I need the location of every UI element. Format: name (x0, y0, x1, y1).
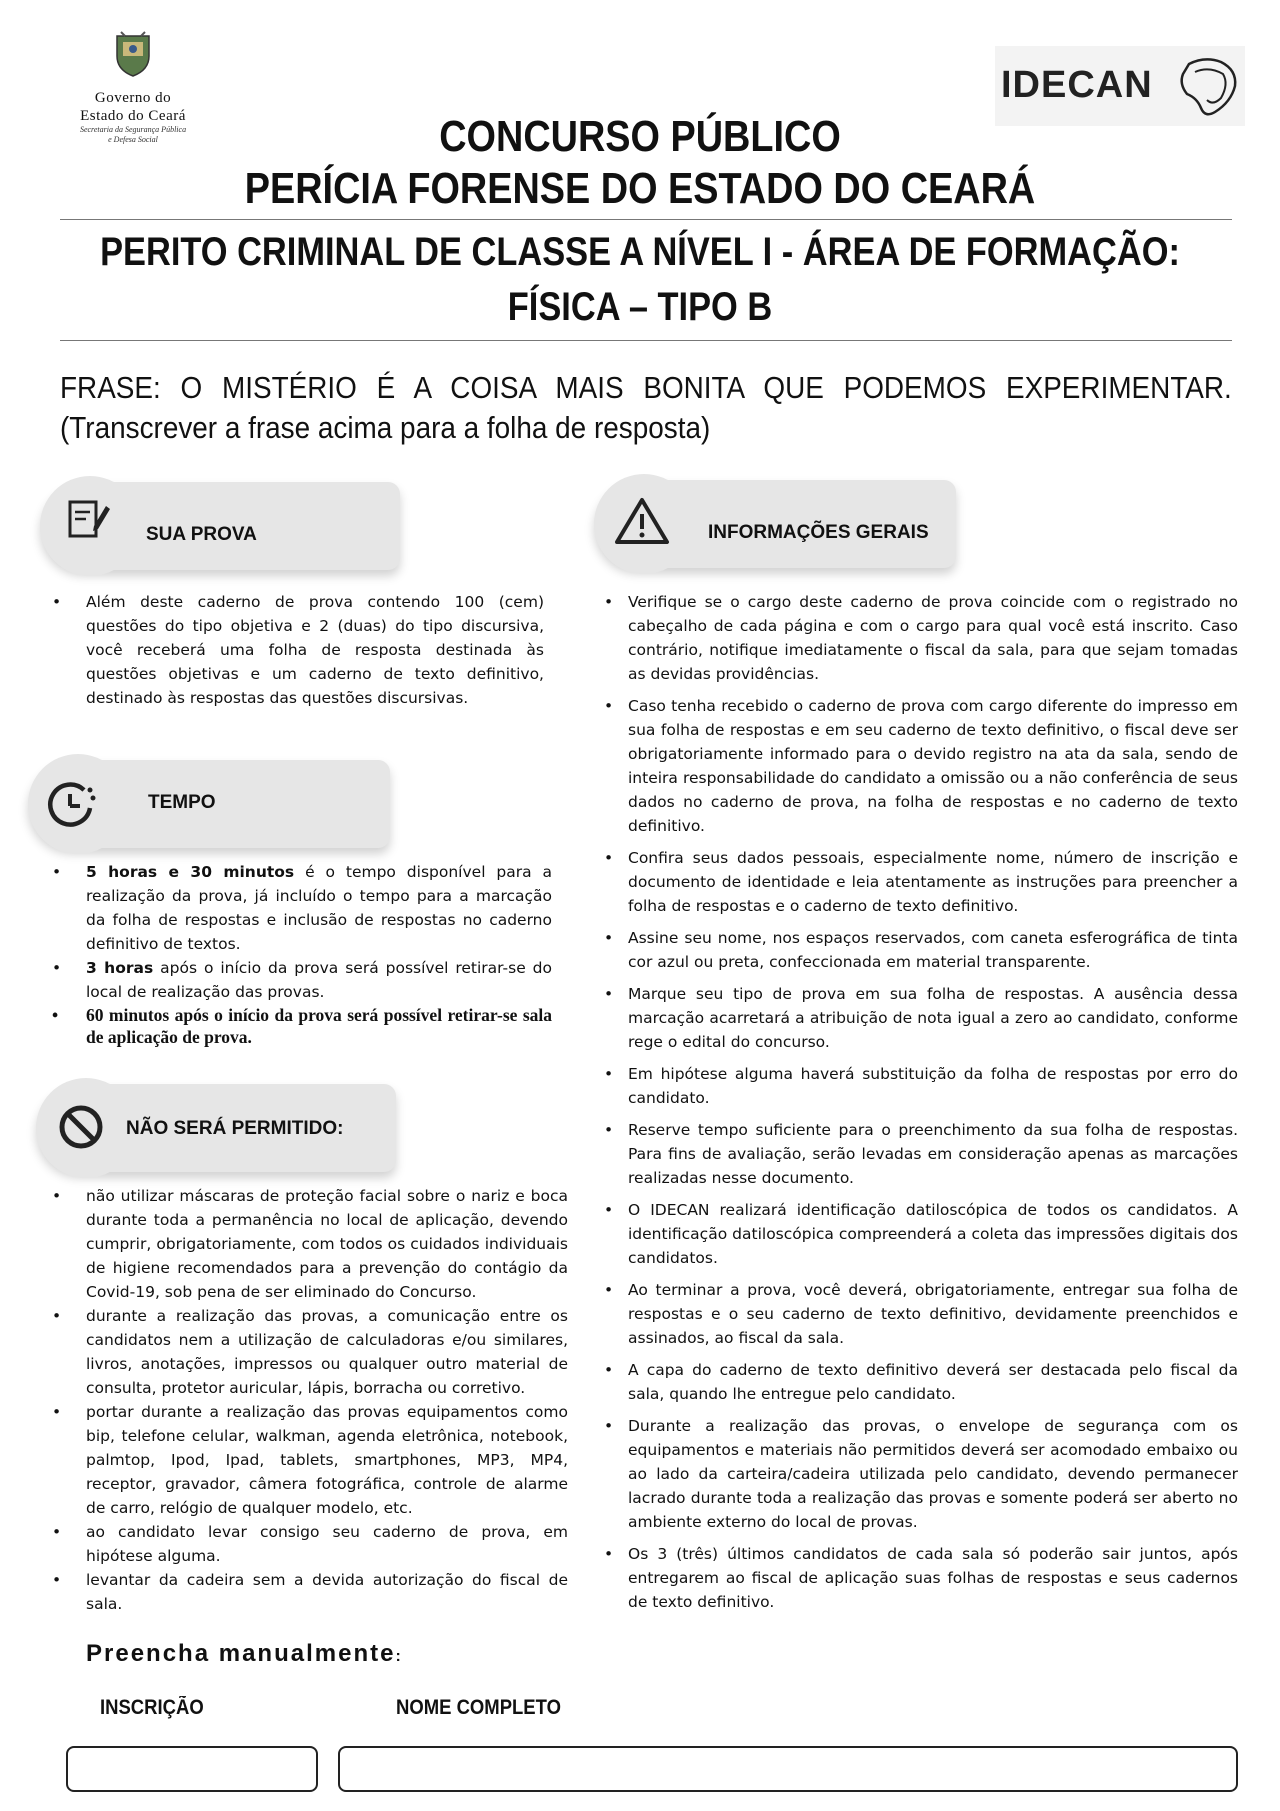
preencha-heading (86, 1640, 401, 1668)
subtitle-tipo: FÍSICA – TIPO B (507, 285, 773, 329)
exam-sheet-icon (64, 496, 112, 544)
list-item: • O IDECAN realizará identificação datiloscópica de todos os candidatos. A identificação datiloscópica compreenderá a coleta das impressões digitais dos candidatos. (604, 1198, 1238, 1270)
list-item (52, 956, 552, 1004)
title-pericia: PERÍCIA FORENSE DO ESTADO DO CEARÁ (244, 164, 1036, 213)
frase-block (60, 368, 1232, 448)
section-title-sua-prova: SUA PROVA (146, 524, 257, 545)
list-item: • A capa do caderno de texto definitivo deverá ser destacada pelo fiscal da sala, quando lhe entregue pelo candidato. (604, 1358, 1238, 1406)
list-item: • Os 3 (três) últimos candidatos de cada sala só poderão sair juntos, após entregarem ao fiscal de aplicação suas folhas de respostas e seus cadernos de texto definitivo. (604, 1542, 1238, 1614)
gov-logo-line1: Governo do (94, 90, 172, 106)
list-item: • Confira seus dados pessoais, especialmente nome, número de inscrição e documento de identidade e leia atentamente as instruções para preencher a folha de respostas e o caderno de texto definitivo. (604, 846, 1238, 918)
section-title-nao-permitido: NÃO SERÁ PERMITIDO: (126, 1118, 344, 1139)
subtitle-cargo: PERITO CRIMINAL DE CLASSE A NÍVEL I - ÁREA DE FORMAÇÃO: (100, 230, 1180, 274)
preencha-heading-text: Preencha manualmente (86, 1640, 396, 1667)
section-title-tempo: TEMPO (148, 792, 216, 813)
sua-prova-list (52, 590, 544, 710)
gov-logo-line2: Estado do Ceará (80, 108, 186, 124)
frase-instruction: (Transcrever a frase acima para a folha de resposta) (60, 410, 711, 445)
tempo-list (52, 860, 552, 1048)
list-item: • Ao terminar a prova, você deverá, obrigatoriamente, entregar sua folha de respostas e o seu caderno de texto definitivo, devidamente preenchidos e assinados, ao fiscal da sala. (604, 1278, 1238, 1350)
list-item: • Reserve tempo suficiente para o preenchimento da sua folha de respostas. Para fins de avaliação, serão levadas em consideração apenas as marcações realizadas nesse documento. (604, 1118, 1238, 1190)
list-item: • Caso tenha recebido o caderno de prova com cargo diferente do impresso em sua folha de respostas e em seu caderno de texto definitivo, o fiscal deve ser obrigatoriamente informado para o devido registro na ata da sala, sendo de inteira responsabilidade do candidato a omissão ou a não conferência de seus dados no caderno de prova, na folha de respostas e no caderno de texto definitivo. (604, 694, 1238, 838)
section-title-informacoes-gerais: INFORMAÇÕES GERAIS (708, 522, 929, 543)
tempo-exit-time: 3 horas (86, 959, 154, 977)
section-header-tempo (28, 760, 390, 848)
header-divider-1 (60, 219, 1232, 220)
section-header-sua-prova (40, 482, 400, 570)
list-item: • portar durante a realização das provas equipamentos como bip, telefone celular, walkman, agenda eletrônica, notebook, palmtop, Ipod, Ipad, tablets, smartphones, MP3, MP4, receptor, gravador, câmera fotográfica, controle de alarme de carro, relógio de qualquer modelo, etc. (52, 1400, 568, 1520)
list-item: • Em hipótese alguma haverá substituição da folha de respostas por erro do candidato. (604, 1062, 1238, 1110)
frase-text: FRASE: O MISTÉRIO É A COISA MAIS BONITA QUE PODEMOS EXPERIMENTAR. (60, 370, 1232, 405)
nome-completo-label: NOME COMPLETO (396, 1696, 561, 1719)
list-item: • Além deste caderno de prova contendo 100 (cem) questões do tipo objetiva e 2 (duas) do tipo discursiva, você receberá uma folha de resposta destinada às questões objetivas e um caderno de texto definitivo, destinado às respostas das questões discursivas. (52, 590, 544, 710)
section-header-informacoes-gerais (594, 480, 956, 568)
list-item: • Marque seu tipo de prova em sua folha de respostas. A ausência dessa marcação acarretará a atribuição de nota igual a zero ao candidato, conforme rege o edital do concurso. (604, 982, 1238, 1054)
list-item: • durante a realização das provas, a comunicação entre os candidatos nem a utilização de calculadoras e/ou similares, livros, anotações, impressos ou qualquer outro material de consulta, protetor auricular, lápis, borracha ou corretivo. (52, 1304, 568, 1400)
tempo-item1-text: é o tempo disponível para a realização da prova, já incluído o tempo para a marcação da folha de respostas e inclusão de respostas no caderno definitivo de textos. (86, 863, 552, 953)
list-item: • levantar da cadeira sem a devida autorização do fiscal de sala. (52, 1568, 568, 1616)
list-item: • Durante a realização das provas, o envelope de segurança com os equipamentos e materiais não permitidos deverá ser acomodado embaixo ou ao lado da carteira/cadeira utilizada pelo candidato, devendo permanecer lacrado durante toda a realização das provas e somente poderá ser aberto no ambiente externo do local de provas. (604, 1414, 1238, 1534)
idecan-logo-text: IDECAN (1001, 64, 1153, 106)
tempo-duration: 5 horas e 30 minutos (86, 863, 295, 881)
title-concurso: CONCURSO PÚBLICO (439, 112, 841, 161)
section-header-nao-permitido (36, 1084, 396, 1172)
nao-permitido-list (52, 1184, 568, 1616)
informacoes-gerais-list (604, 590, 1238, 1622)
gov-logo-line3: Secretaria da Segurança Pública (79, 125, 187, 134)
clock-icon (46, 778, 98, 830)
preencha-heading-colon: : (395, 1648, 401, 1665)
gov-logo-line4: e Defesa Social (108, 135, 158, 144)
list-item: • Verifique se o cargo deste caderno de prova coincide com o registrado no cabeçalho de cada página e com o cargo para qual você está inscrito. Caso contrário, notifique imediatamente o fiscal da sala, para que sejam tomadas as devidas providências. (604, 590, 1238, 686)
tempo-item2-text: após o início da prova será possível retirar-se do local de realização das provas. (86, 959, 553, 1001)
header-divider-2 (60, 340, 1232, 341)
list-item (52, 860, 552, 956)
list-item: • não utilizar máscaras de proteção facial sobre o nariz e boca durante toda a permanência no local de aplicação, devendo cumprir, obrigatoriamente, com todos os cuidados individuais de higiene recomendados para a prevenção do contágio da Covid-19, sob pena de ser eliminado do Concurso. (52, 1184, 568, 1304)
inscricao-field[interactable] (66, 1746, 318, 1792)
nome-completo-field[interactable] (338, 1746, 1238, 1792)
prohibited-icon (56, 1102, 106, 1152)
warning-icon (614, 496, 670, 546)
list-item: • Assine seu nome, nos espaços reservados, com caneta esferográfica de tinta cor azul ou preta, confeccionada em material transparente. (604, 926, 1238, 974)
list-item: • ao candidato levar consigo seu caderno de prova, em hipótese alguma. (52, 1520, 568, 1568)
list-item: • 60 minutos após o início da prova será possível retirar-se sala de aplicação de prova. (52, 1004, 552, 1048)
brazil-map-icon (1175, 54, 1241, 120)
inscricao-label: INSCRIÇÃO (100, 1696, 204, 1719)
ceara-crest-icon (113, 30, 153, 78)
